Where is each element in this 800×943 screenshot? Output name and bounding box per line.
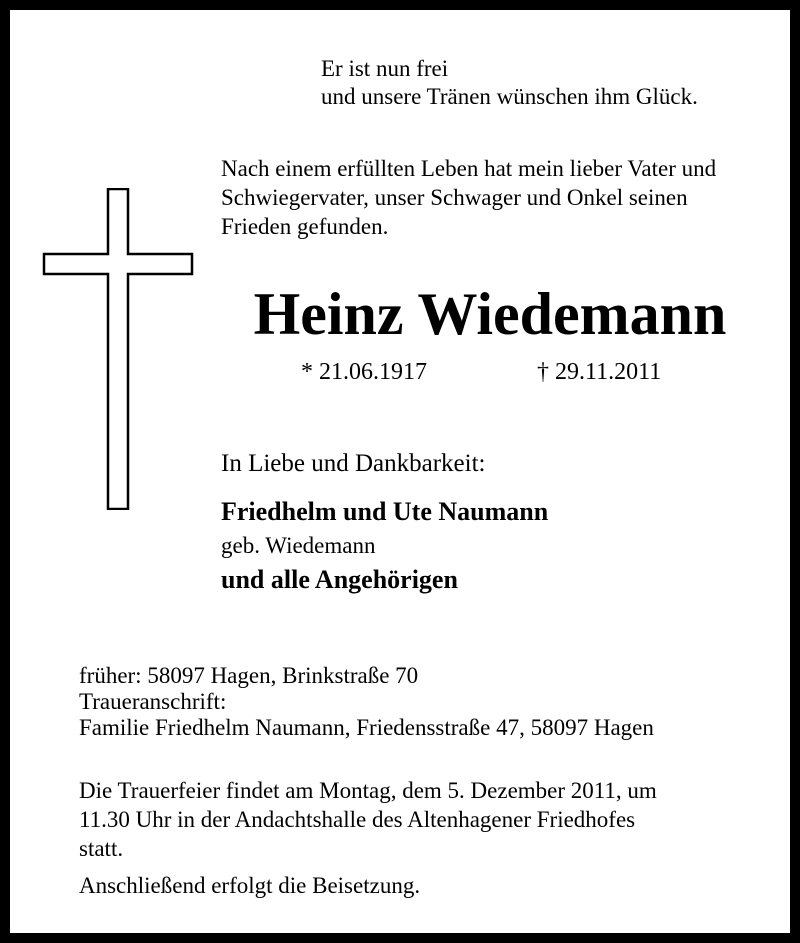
intro-line-2: Schwiegervater, unser Schwager und Onkel seinen [221,185,688,210]
motto-line-2: und unsere Tränen wünschen ihm Glück. [321,84,698,109]
intro-text [221,154,716,241]
address-block [79,663,654,741]
mourners-intro: In Liebe und Dankbarkeit: [221,450,486,477]
mourner-family-1: Friedhelm und Ute Naumann [221,497,549,526]
deceased-name: Heinz Wiedemann [253,281,727,347]
mourning-address-label: Traueranschrift: [79,689,227,714]
mourner-nee: geb. Wiedemann [221,533,376,558]
ceremony-text [79,776,657,863]
ceremony-line-3: statt. [79,836,124,861]
motto-text [321,55,698,111]
ceremony-line-2: 11.30 Uhr in der Andachtshalle des Altenhagener Friedhofes [79,807,636,832]
mourner-family-2: und alle Angehörigen [221,565,458,594]
motto-line-1: Er ist nun frei [321,56,449,81]
birth-date: * 21.06.1917 [301,359,427,385]
intro-line-3: Frieden gefunden. [221,214,389,239]
intro-line-1: Nach einem erfüllten Leben hat mein lieber Vater und [221,156,717,181]
death-date: † 29.11.2011 [537,359,662,385]
ceremony-line-1: Die Trauerfeier findet am Montag, dem 5. Dezember 2011, um [79,778,657,803]
former-address: früher: 58097 Hagen, Brinkstraße 70 [79,663,419,688]
burial-text: Anschließend erfolgt die Beisetzung. [79,873,421,898]
mourning-address: Familie Friedhelm Naumann, Friedensstraße 47, 58097 Hagen [79,715,654,740]
